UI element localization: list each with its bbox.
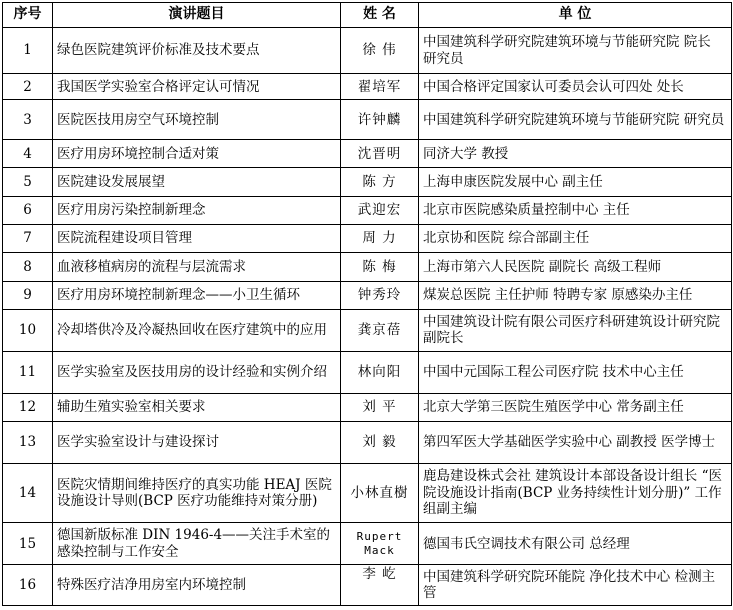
table-row xyxy=(3,253,732,281)
header-row xyxy=(3,3,732,28)
cell-name: 龚京蓓 xyxy=(341,309,419,351)
table-row xyxy=(3,74,732,100)
cell-unit: 鹿島建设株式会社 建筑设计本部设备设计组长 “医院设施设计指南(BCP 业务持续性计划分册)” 工作组副主编 xyxy=(419,463,732,522)
cell-unit: 第四军医大学基础医学实验中心 副教授 医学博士 xyxy=(419,422,732,464)
cell-no: 2 xyxy=(3,74,53,100)
table-row xyxy=(3,309,732,351)
cell-unit: 上海申康医院发展中心 副主任 xyxy=(419,168,732,196)
table-row xyxy=(3,393,732,421)
table-row xyxy=(3,565,732,606)
cell-title: 我国医学实验室合格评定认可情况 xyxy=(53,74,341,100)
cell-title: 医院流程建设项目管理 xyxy=(53,225,341,253)
cell-title: 医疗用房污染控制新理念 xyxy=(53,196,341,224)
cell-name: 陈 方 xyxy=(341,168,419,196)
cell-title: 医疗用房环境控制合适对策 xyxy=(53,140,341,168)
cell-title: 血液移植病房的流程与层流需求 xyxy=(53,253,341,281)
cell-name: 徐 伟 xyxy=(341,28,419,74)
cell-name: 刘 平 xyxy=(341,393,419,421)
table-row xyxy=(3,225,732,253)
cell-no: 9 xyxy=(3,281,53,309)
table-row xyxy=(3,281,732,309)
cell-name: Rupert Mack xyxy=(341,523,419,565)
header-name: 姓 名 xyxy=(341,3,419,28)
cell-no: 13 xyxy=(3,422,53,464)
cell-title: 绿色医院建筑评价标准及技术要点 xyxy=(53,28,341,74)
cell-unit: 同济大学 教授 xyxy=(419,140,732,168)
cell-title: 冷却塔供冷及冷凝热回收在医疗建筑中的应用 xyxy=(53,309,341,351)
cell-no: 8 xyxy=(3,253,53,281)
cell-name: 许钟麟 xyxy=(341,100,419,140)
table-row xyxy=(3,140,732,168)
cell-no: 4 xyxy=(3,140,53,168)
header-title: 演讲题目 xyxy=(53,3,341,28)
cell-no: 1 xyxy=(3,28,53,74)
cell-unit: 北京市医院感染质量控制中心 主任 xyxy=(419,196,732,224)
cell-unit: 中国建筑设计院有限公司医疗科研建筑设计研究院 副院长 xyxy=(419,309,732,351)
cell-unit: 煤炭总医院 主任护师 特聘专家 原感染办主任 xyxy=(419,281,732,309)
cell-title: 医学实验室设计与建设探讨 xyxy=(53,422,341,464)
cell-no: 5 xyxy=(3,168,53,196)
table-row xyxy=(3,351,732,393)
cell-name: 小林直樹 xyxy=(341,463,419,522)
cell-name: 周 力 xyxy=(341,225,419,253)
cell-no: 3 xyxy=(3,100,53,140)
cell-unit: 德国韦氏空调技术有限公司 总经理 xyxy=(419,523,732,565)
table-row xyxy=(3,168,732,196)
cell-unit: 中国建筑科学研究院建筑环境与节能研究院 院长 研究员 xyxy=(419,28,732,74)
cell-name: 钟秀玲 xyxy=(341,281,419,309)
cell-no: 14 xyxy=(3,463,53,522)
header-no: 序号 xyxy=(3,3,53,28)
table-row xyxy=(3,28,732,74)
cell-name: 沈晋明 xyxy=(341,140,419,168)
cell-unit: 北京大学第三医院生殖医学中心 常务副主任 xyxy=(419,393,732,421)
cell-title: 医院建设发展展望 xyxy=(53,168,341,196)
cell-title: 辅助生殖实验室相关要求 xyxy=(53,393,341,421)
cell-title: 医学实验室及医技用房的设计经验和实例介绍 xyxy=(53,351,341,393)
cell-name: 李 屹 xyxy=(341,565,419,606)
cell-unit: 中国建筑科学研究院建筑环境与节能研究院 研究员 xyxy=(419,100,732,140)
table-row xyxy=(3,523,732,565)
table-row xyxy=(3,422,732,464)
cell-unit: 中国建筑科学研究院环能院 净化技术中心 检测主管 xyxy=(419,565,732,606)
cell-name: 翟培军 xyxy=(341,74,419,100)
cell-unit: 中国合格评定国家认可委员会认可四处 处长 xyxy=(419,74,732,100)
cell-title: 医疗用房环境控制新理念——小卫生循环 xyxy=(53,281,341,309)
cell-no: 12 xyxy=(3,393,53,421)
cell-title: 医院灾情期间维持医疗的真实功能 HEAJ 医院设施设计导则(BCP 医疗功能维持对策分册) xyxy=(53,463,341,522)
cell-title: 德国新版标准 DIN 1946-4——关注手术室的感染控制与工作安全 xyxy=(53,523,341,565)
cell-name: 林向阳 xyxy=(341,351,419,393)
cell-name: 陈 梅 xyxy=(341,253,419,281)
cell-unit: 上海市第六人民医院 副院长 高级工程师 xyxy=(419,253,732,281)
cell-title: 特殊医疗洁净用房室内环境控制 xyxy=(53,565,341,606)
table-row xyxy=(3,463,732,522)
cell-name: 武迎宏 xyxy=(341,196,419,224)
cell-no: 10 xyxy=(3,309,53,351)
cell-no: 7 xyxy=(3,225,53,253)
header-unit: 单 位 xyxy=(419,3,732,28)
cell-unit: 中国中元国际工程公司医疗院 技术中心主任 xyxy=(419,351,732,393)
cell-name: 刘 毅 xyxy=(341,422,419,464)
cell-no: 11 xyxy=(3,351,53,393)
cell-no: 15 xyxy=(3,523,53,565)
speaker-table xyxy=(2,2,732,606)
cell-no: 6 xyxy=(3,196,53,224)
cell-no: 16 xyxy=(3,565,53,606)
cell-unit: 北京协和医院 综合部副主任 xyxy=(419,225,732,253)
cell-title: 医院医技用房空气环境控制 xyxy=(53,100,341,140)
table-row xyxy=(3,196,732,224)
table-row xyxy=(3,100,732,140)
